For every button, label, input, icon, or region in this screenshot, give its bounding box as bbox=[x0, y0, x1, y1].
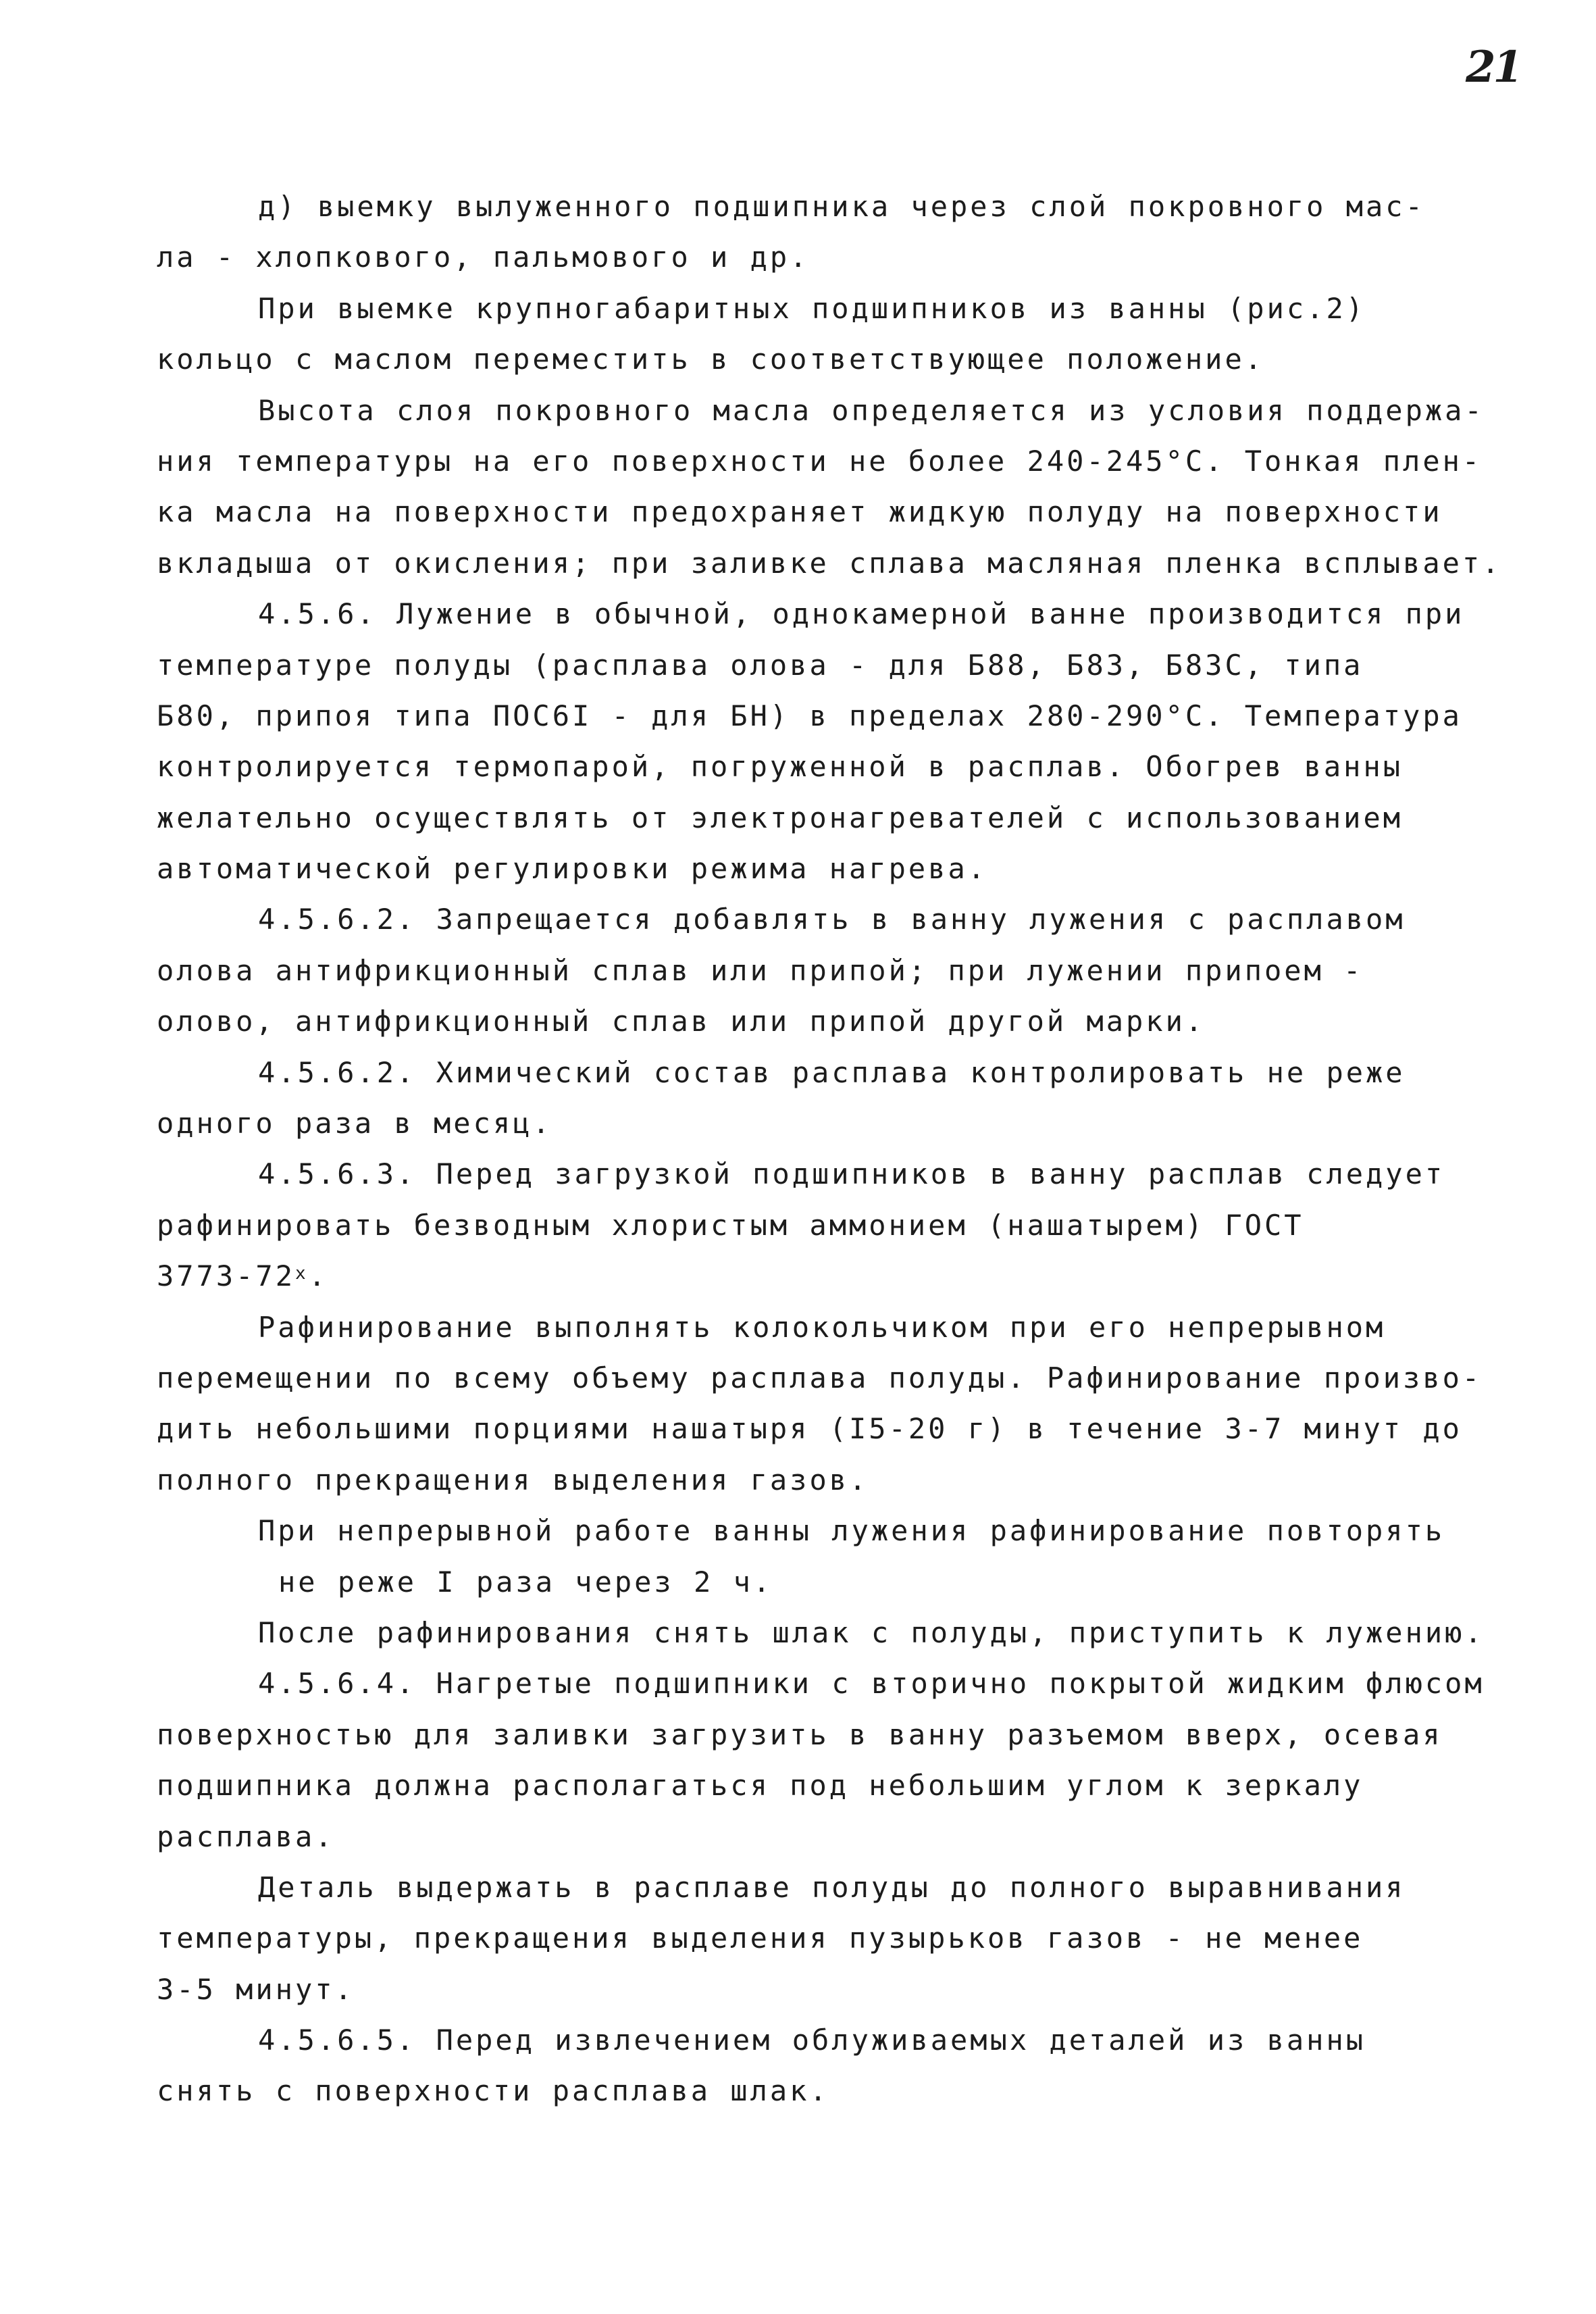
text-line: 4.5.6.2. Запрещается добавлять в ванну лужения с расплавом bbox=[258, 903, 1406, 936]
text-line: поверхностью для заливки загрузить в ванну разъемом вверх, осевая bbox=[157, 1717, 1443, 1751]
text-line: полного прекращения выделения газов. bbox=[157, 1463, 869, 1496]
text-line: Высота слоя покровного масла определяется из условия поддержа- bbox=[258, 393, 1485, 427]
text-line: рафинировать безводным хлористым аммонием (нашатырем) ГОСТ bbox=[157, 1208, 1304, 1242]
text-line: желательно осуществлять от электронагревателей с использованием bbox=[157, 801, 1404, 834]
text-line: После рафинирования снять шлак с полуды, приступить к лужению. bbox=[258, 1615, 1485, 1649]
text-line: ла - хлопкового, пальмового и др. bbox=[157, 241, 810, 274]
text-line: Деталь выдержать в расплаве полуды до полного выравнивания bbox=[258, 1870, 1406, 1904]
text-line: температуре полуды (расплава олова - для Б88, Б83, Б83С, типа bbox=[157, 648, 1364, 682]
text-line: олова антифрикционный сплав или припой; при лужении припоем - bbox=[157, 953, 1364, 987]
text-line: 4.5.6.3. Перед загрузкой подшипников в ванну расплав следует bbox=[258, 1157, 1445, 1191]
gost-superscript: x bbox=[295, 1263, 309, 1284]
gost-reference-line bbox=[157, 1251, 1528, 1301]
text-line: температуры, прекращения выделения пузырьков газов - не менее bbox=[157, 1921, 1364, 1955]
text-line: перемещении по всему объему расплава полуды. Рафинирование произво- bbox=[157, 1361, 1483, 1394]
text-line: Рафинирование выполнять колокольчиком при его непрерывном bbox=[258, 1310, 1386, 1344]
text-line: 4.5.6.5. Перед извлечением облуживаемых деталей из ванны bbox=[258, 2023, 1366, 2057]
text-line: 3-5 минут. bbox=[157, 1972, 355, 2006]
text-line: Б80, припоя типа ПОС6I - для БН) в пределах 280-290°С. Температура bbox=[157, 699, 1462, 732]
text-line: 4.5.6.4. Нагретые подшипники с вторично покрытой жидким флюсом bbox=[258, 1667, 1485, 1701]
text-line: дить небольшими порциями нашатыря (I5-20 г) в течение 3-7 минут до bbox=[157, 1412, 1462, 1446]
text-line: снять с поверхности расплава шлак. bbox=[157, 2074, 829, 2108]
gost-number: 3773-72 bbox=[157, 1259, 296, 1293]
document-body bbox=[157, 181, 1528, 2117]
text-line: подшипника должна располагаться под небольшим углом к зеркалу bbox=[157, 1769, 1364, 1803]
text-line: вкладыша от окисления; при заливке сплава масляная пленка всплывает. bbox=[157, 546, 1502, 580]
text-line: 4.5.6. Лужение в обычной, однокамерной ванне производится при bbox=[258, 597, 1465, 631]
text-line: При непрерывной работе ванны лужения рафинирование повторять bbox=[258, 1514, 1445, 1548]
page-number: 21 bbox=[1466, 42, 1521, 93]
text-line: 4.5.6.2. Химический состав расплава контролировать не реже bbox=[258, 1055, 1406, 1089]
text-line: ка масла на поверхности предохраняет жидкую полуду на поверхности bbox=[157, 495, 1443, 529]
text-line: ния температуры на его поверхности не более 240-245°С. Тонкая плен- bbox=[157, 444, 1483, 478]
text-line: одного раза в месяц. bbox=[157, 1107, 552, 1140]
text-line: кольцо с маслом переместить в соответствующее положение. bbox=[157, 343, 1265, 376]
text-line: расплава. bbox=[157, 1819, 335, 1853]
text-line: При выемке крупногабаритных подшипников из ванны (рис.2) bbox=[258, 291, 1366, 325]
text-line: автоматической регулировки режима нагрева. bbox=[157, 852, 988, 886]
text-line: не реже I раза через 2 ч. bbox=[278, 1565, 773, 1599]
text-line: контролируется термопарой, погруженной в расплав. Обогрев ванны bbox=[157, 750, 1404, 784]
text-line: д) выемку вылуженного подшипника через слой покровного мас- bbox=[258, 190, 1425, 223]
text-line: олово, антифрикционный сплав или припой другой марки. bbox=[157, 1005, 1206, 1038]
gost-period: . bbox=[308, 1259, 328, 1293]
